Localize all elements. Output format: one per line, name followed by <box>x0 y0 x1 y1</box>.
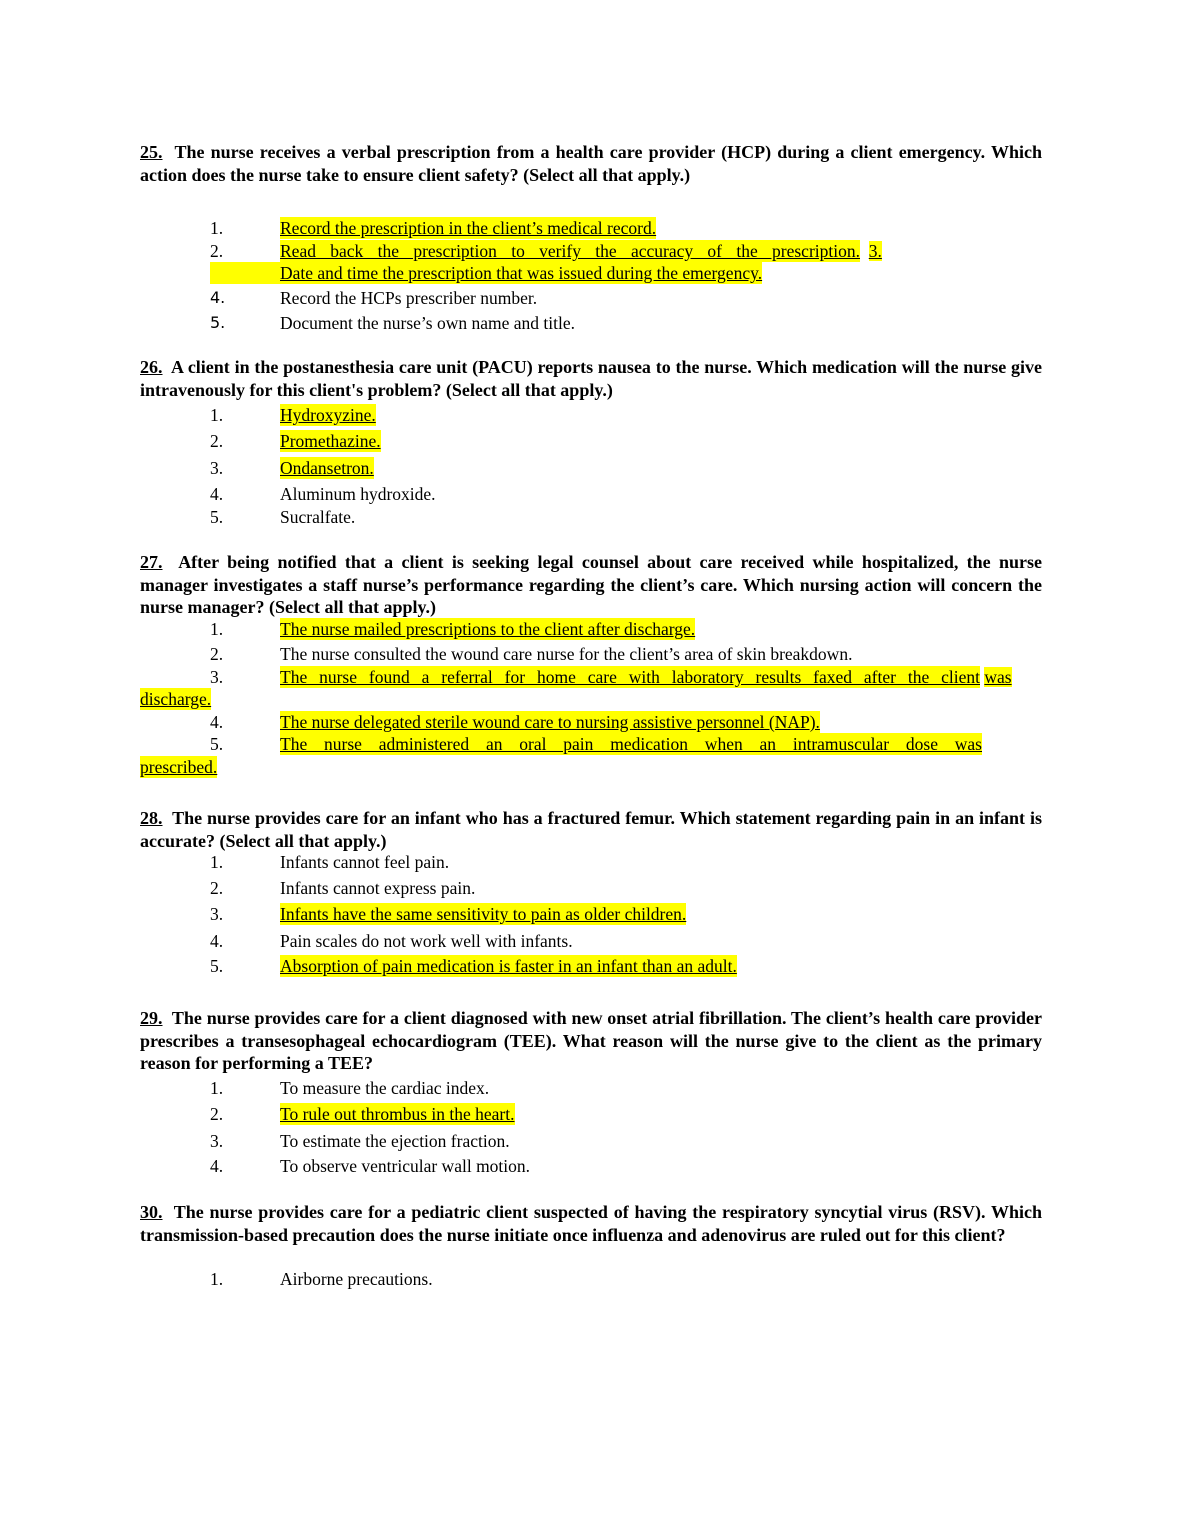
question-text: The nurse provides care for a client diagnosed with new onset atrial fibrillation. The client’s health care provider prescribes a transesophageal echocardiogram (TEE). What reason will the nurse give to the client as the primary reason for performing a TEE? <box>140 1008 1042 1073</box>
option-number: 4. <box>210 484 224 504</box>
question-number: 25. <box>140 142 163 162</box>
option-text: The nurse consulted the wound care nurse for the client’s area of skin breakdown. <box>280 644 853 664</box>
option-number: 3. <box>210 458 224 478</box>
option-text: The nurse found a referral for home care with laboratory results faxed after the client <box>280 667 980 687</box>
option-number: 5. <box>210 734 224 754</box>
option-text: Pain scales do not work well with infants. <box>280 931 573 951</box>
highlight-indent <box>210 262 280 284</box>
option-text: Date and time the prescription that was issued during the emergency. <box>280 263 763 283</box>
option-text: Infants cannot express pain. <box>280 878 476 898</box>
option-number: 2. <box>210 431 224 451</box>
question-text: The nurse receives a verbal prescription from a health care provider (HCP) during a client emergency. Which action does the nurse take to ensure client safety? (Select all that apply.) <box>140 142 1042 185</box>
question-30 <box>140 1201 1042 1246</box>
option-text: Hydroxyzine. <box>280 405 376 425</box>
option-text: Aluminum hydroxide. <box>280 484 436 504</box>
option-text: Record the prescription in the client’s medical record. <box>280 218 657 238</box>
option-number: 5. <box>210 313 226 332</box>
option-number: 2. <box>210 241 224 261</box>
option-text: Infants cannot feel pain. <box>280 852 450 872</box>
option-line <box>280 733 982 755</box>
option-number: 4. <box>210 712 224 732</box>
option-number: 1. <box>210 852 224 872</box>
option-line <box>280 240 882 262</box>
question-text: After being notified that a client is seeking legal counsel about care received while hospitalized, the nurse manager investigates a staff nurse’s performance regarding the client’s care. Which nursing action will concern the nurse manager? (Select all that apply.) <box>140 552 1042 617</box>
option-number: 2. <box>210 1104 224 1124</box>
question-25 <box>140 141 1042 186</box>
question-text: The nurse provides care for an infant who has a fractured femur. Which statement regarding pain in an infant is accurate? (Select all that apply.) <box>140 808 1042 851</box>
option-text: Record the HCPs prescriber number. <box>280 288 538 308</box>
option-text-wrap: discharge. <box>140 689 212 709</box>
option-number: 5. <box>210 507 224 527</box>
question-29 <box>140 1007 1042 1075</box>
option-text: The nurse delegated sterile wound care to nursing assistive personnel (NAP). <box>280 712 820 732</box>
option-text-wrap: prescribed. <box>140 757 218 777</box>
question-28 <box>140 807 1042 852</box>
question-27 <box>140 551 1042 619</box>
option-number: 4. <box>210 1156 224 1176</box>
option-number: 3. <box>210 904 224 924</box>
option-text: Ondansetron. <box>280 458 374 478</box>
option-number: 4. <box>210 288 226 307</box>
question-text: A client in the postanesthesia care unit (PACU) reports nausea to the nurse. Which medication will the nurse give intravenously for this client's problem? (Select all that apply.) <box>140 357 1042 400</box>
option-text: The nurse mailed prescriptions to the client after discharge. <box>280 619 696 639</box>
option-line <box>280 666 1012 688</box>
option-number: 3. <box>210 1131 224 1151</box>
option-number: 5. <box>210 956 224 976</box>
question-number: 30. <box>140 1202 163 1222</box>
option-text: Infants have the same sensitivity to pain as older children. <box>280 904 687 924</box>
option-text: To estimate the ejection fraction. <box>280 1131 510 1151</box>
option-number: 4. <box>210 931 224 951</box>
option-text: Airborne precautions. <box>280 1269 433 1289</box>
option-number: 2. <box>210 878 224 898</box>
option-text: The nurse administered an oral pain medication when an intramuscular dose was <box>280 734 982 754</box>
option-text: Read back the prescription to verify the accuracy of the prescription. <box>280 241 860 261</box>
option-number: 1. <box>210 218 224 238</box>
question-number: 28. <box>140 808 163 828</box>
option-text: To measure the cardiac index. <box>280 1078 490 1098</box>
option-number: 1. <box>210 405 224 425</box>
question-26 <box>140 356 1042 401</box>
question-number: 26. <box>140 357 163 377</box>
option-number-wrapped: 3. <box>868 241 882 261</box>
option-number: 1. <box>210 1078 224 1098</box>
option-text: To rule out thrombus in the heart. <box>280 1104 515 1124</box>
option-number: 2. <box>210 644 224 664</box>
option-number: 1. <box>210 619 224 639</box>
option-number: 1. <box>210 1269 224 1289</box>
option-text: Absorption of pain medication is faster in an infant than an adult. <box>280 956 737 976</box>
question-number: 27. <box>140 552 163 572</box>
option-text-tail: was <box>984 667 1012 687</box>
option-text: Sucralfate. <box>280 507 356 527</box>
option-text: To observe ventricular wall motion. <box>280 1156 531 1176</box>
question-number: 29. <box>140 1008 163 1028</box>
question-text: The nurse provides care for a pediatric client suspected of having the respiratory syncytial virus (RSV). Which transmission-based precaution does the nurse initiate once influenza and adenovirus are ruled out for this client? <box>140 1202 1042 1245</box>
option-text: Document the nurse’s own name and title. <box>280 313 575 333</box>
option-number: 3. <box>210 667 224 687</box>
option-text: Promethazine. <box>280 431 381 451</box>
